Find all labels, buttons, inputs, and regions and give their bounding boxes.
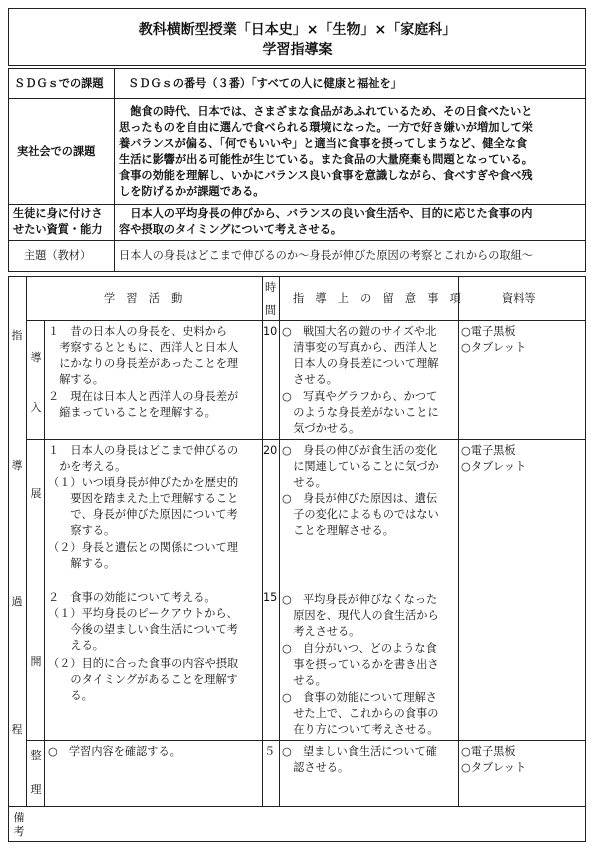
header-time-2: 間 <box>265 304 277 317</box>
develop-time-2: 15 <box>263 591 278 604</box>
theme-value: 日本人の身長はどこまで伸びるのか～身長が伸びた原因の考察とこれからの取組～ <box>119 249 533 262</box>
document-subtitle: 学習指導案 <box>262 42 333 58</box>
intro-time: 10 <box>263 325 278 338</box>
sdgs-label: ＳＤＧｓでの課題 <box>14 77 104 90</box>
header-materials: 資料等 <box>502 292 536 305</box>
skills-text-2: 容や摂取のタイミングについて考えさせる。 <box>119 223 343 236</box>
summary-activity: ○ 学習内容を確認する。 <box>48 745 181 758</box>
document-title: 教科横断型授業「日本史」×「生物」×「家庭科」 <box>138 22 457 38</box>
real-world-label: 実社会での課題 <box>17 145 96 158</box>
develop-time-1: 20 <box>263 444 278 457</box>
skills-text-1: 日本人の平均身長の伸びから、バランスの良い食生活や、目的に応じた食事の内 <box>119 207 533 220</box>
header-activity: 学 習 活 動 <box>104 292 183 305</box>
summary-time: ５ <box>264 745 276 758</box>
skills-label-2: せたい資質・能力 <box>13 223 103 236</box>
skills-label-1: 生徒に身に付けさ <box>13 207 103 220</box>
header-time-1: 時 <box>265 281 277 294</box>
theme-label: 主題（教材） <box>24 249 92 262</box>
sdgs-value: ＳＤＧｓの番号（３番）「すべての人に健康と福祉を」 <box>128 77 402 90</box>
header-notes: 指 導 上 の 留 意 事 項 <box>293 292 461 305</box>
